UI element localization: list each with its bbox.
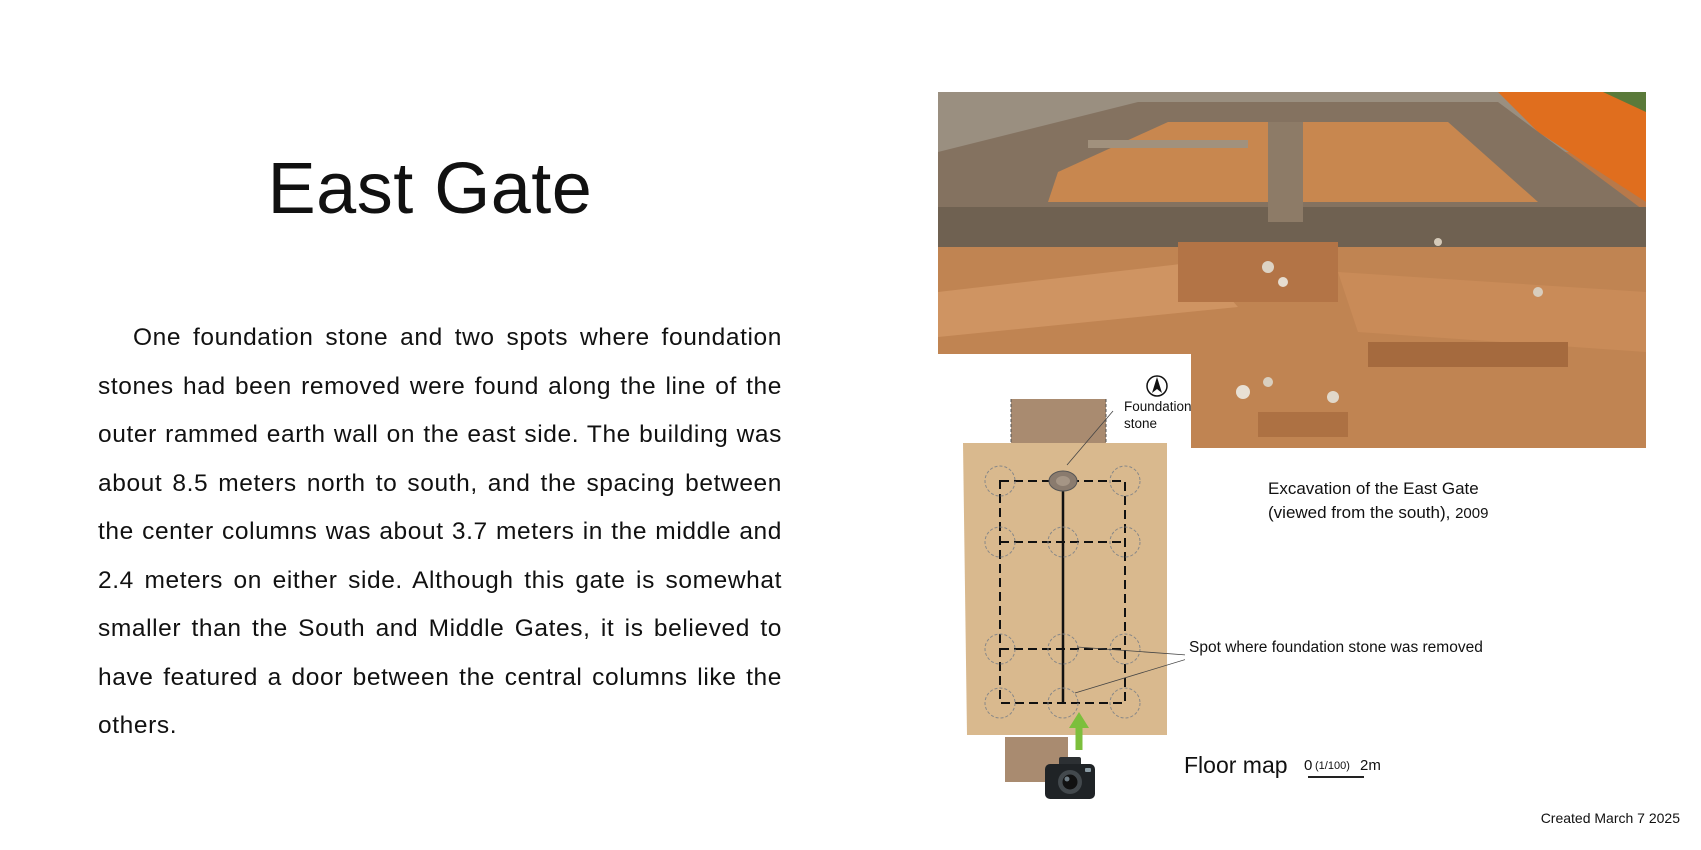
scale-ratio: (1/100): [1315, 760, 1350, 772]
camera-icon: [1043, 755, 1097, 801]
description-paragraph: One foundation stone and two spots where foundation stones had been removed were found along the line of the outer rammed earth wall on the east side. The building was about 8.5 meters north to south, and the spacing between the center columns was about 3.7 meters in the middle and 2.4 meters on either side. Although this gate is somewhat smaller than the South and Middle Gates, it is believed to have featured a door between the central columns like the others.: [98, 324, 782, 739]
caption-line2-text: (viewed from the south),: [1268, 503, 1456, 522]
scale-line: [1308, 776, 1364, 778]
caption-year: 2009: [1455, 505, 1489, 522]
scale-start: 0: [1304, 757, 1313, 774]
photo-caption: [1268, 477, 1488, 526]
removed-spot-label: Spot where foundation stone was removed: [1189, 639, 1483, 656]
foundation-label-line1: Foundation: [1124, 399, 1192, 414]
caption-line2: [1268, 501, 1488, 526]
foundation-stone-label: [1124, 398, 1192, 432]
foundation-label-line2: stone: [1124, 416, 1158, 431]
scale-bar: [1304, 757, 1384, 783]
scale-end: 2m: [1360, 757, 1381, 774]
floor-map-title: Floor map: [1184, 752, 1288, 778]
page-title: East Gate: [267, 149, 593, 229]
caption-line1: Excavation of the East Gate: [1268, 479, 1479, 498]
created-date: Created March 7 2025: [1540, 810, 1680, 826]
view-direction-arrow-icon: [1067, 712, 1091, 750]
